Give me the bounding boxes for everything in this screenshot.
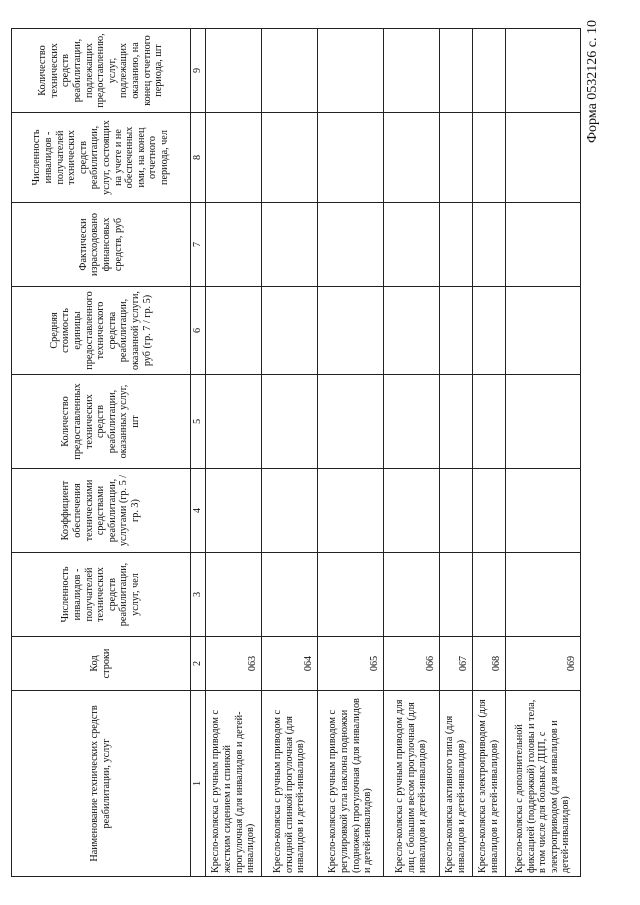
data-cell[interactable] bbox=[440, 553, 473, 637]
data-cell[interactable] bbox=[440, 203, 473, 287]
row-code: 066 bbox=[384, 637, 440, 691]
data-cell[interactable] bbox=[384, 469, 440, 553]
data-cell[interactable] bbox=[206, 287, 262, 375]
report-table bbox=[11, 28, 581, 877]
data-cell[interactable] bbox=[318, 469, 384, 553]
data-cell[interactable] bbox=[473, 29, 506, 113]
item-name: Кресло-коляска с ручным приводом с жестким сидением и спинкой прогулочная (для инвалидов и детей-инвалидов) bbox=[206, 691, 262, 877]
data-cell[interactable] bbox=[506, 553, 581, 637]
data-cell[interactable] bbox=[206, 469, 262, 553]
column-number: 7 bbox=[191, 203, 206, 287]
data-cell[interactable] bbox=[206, 553, 262, 637]
column-number: 1 bbox=[191, 691, 206, 877]
row-code: 068 bbox=[473, 637, 506, 691]
data-cell[interactable] bbox=[206, 113, 262, 203]
data-cell[interactable] bbox=[384, 29, 440, 113]
table-row bbox=[473, 29, 506, 877]
form-number: Форма 0532126 с. 10 bbox=[585, 20, 600, 144]
table-row bbox=[318, 29, 384, 877]
data-cell[interactable] bbox=[262, 203, 318, 287]
row-code: 064 bbox=[262, 637, 318, 691]
table-row bbox=[262, 29, 318, 877]
row-code: 063 bbox=[206, 637, 262, 691]
item-name: Кресло-коляска с ручным приводом с откидной спинкой прогулочная (для инвалидов и детей-инвалидов) bbox=[262, 691, 318, 877]
table-row bbox=[384, 29, 440, 877]
header-cell: Наименование технических средств реабилитации, услуг bbox=[12, 691, 191, 877]
data-cell[interactable] bbox=[506, 113, 581, 203]
data-cell[interactable] bbox=[473, 375, 506, 469]
data-cell[interactable] bbox=[384, 113, 440, 203]
column-number: 4 bbox=[191, 469, 206, 553]
header-cell: Коэффициент обеспечения техническими средствами реабилитации, услугами (гр. 5 / гр. 3) bbox=[12, 469, 191, 553]
header-cell: Количество технических средств реабилитации, подлежащих предоставлению, услуг, подлежащих оказанию, на конец отчетного периода, шт bbox=[12, 29, 191, 113]
data-cell[interactable] bbox=[384, 553, 440, 637]
row-code: 067 bbox=[440, 637, 473, 691]
data-cell[interactable] bbox=[318, 375, 384, 469]
data-cell[interactable] bbox=[262, 469, 318, 553]
item-name: Кресло-коляска с дополнительной фиксацией (поддержкой) головы и тела, в том числе для больных ДЦП, с электроприводом (для инвалидов и детей-инвалидов) bbox=[506, 691, 581, 877]
column-number: 2 bbox=[191, 637, 206, 691]
data-cell[interactable] bbox=[384, 375, 440, 469]
data-cell[interactable] bbox=[506, 375, 581, 469]
data-cell[interactable] bbox=[206, 203, 262, 287]
data-cell[interactable] bbox=[262, 287, 318, 375]
column-number: 3 bbox=[191, 553, 206, 637]
header-cell: Код строки bbox=[12, 637, 191, 691]
item-name: Кресло-коляска активного типа (для инвалидов и детей-инвалидов) bbox=[440, 691, 473, 877]
data-cell[interactable] bbox=[318, 113, 384, 203]
data-cell[interactable] bbox=[262, 29, 318, 113]
data-cell[interactable] bbox=[318, 29, 384, 113]
data-cell[interactable] bbox=[262, 113, 318, 203]
data-cell[interactable] bbox=[262, 375, 318, 469]
column-number: 5 bbox=[191, 375, 206, 469]
table-row bbox=[206, 29, 262, 877]
data-cell[interactable] bbox=[440, 287, 473, 375]
table-header-row bbox=[12, 29, 191, 877]
header-cell: Средняя стоимость единицы предоставленного технического средства реабилитации, оказанной услуги, руб (гр. 7 / гр. 5) bbox=[12, 287, 191, 375]
header-cell: Фактически израсходовано финансовых средств, руб bbox=[12, 203, 191, 287]
column-number: 8 bbox=[191, 113, 206, 203]
data-cell[interactable] bbox=[262, 553, 318, 637]
data-cell[interactable] bbox=[473, 203, 506, 287]
data-cell[interactable] bbox=[440, 375, 473, 469]
column-number: 6 bbox=[191, 287, 206, 375]
data-cell[interactable] bbox=[473, 553, 506, 637]
data-cell[interactable] bbox=[473, 287, 506, 375]
data-cell[interactable] bbox=[506, 29, 581, 113]
header-cell: Численность инвалидов - получателей технических средств реабилитации, услуг, чел bbox=[12, 553, 191, 637]
data-cell[interactable] bbox=[473, 113, 506, 203]
data-cell[interactable] bbox=[318, 287, 384, 375]
item-name: Кресло-коляска с электроприводом (для инвалидов и детей-инвалидов) bbox=[473, 691, 506, 877]
data-cell[interactable] bbox=[384, 203, 440, 287]
table-row bbox=[506, 29, 581, 877]
data-cell[interactable] bbox=[473, 469, 506, 553]
row-code: 065 bbox=[318, 637, 384, 691]
row-code: 069 bbox=[506, 637, 581, 691]
data-cell[interactable] bbox=[318, 203, 384, 287]
data-cell[interactable] bbox=[384, 287, 440, 375]
table-row bbox=[440, 29, 473, 877]
item-name: Кресло-коляска с ручным приводом с регулировкой угла наклона подножки (подножек) прогулочная (для инвалидов и детей-инвалидов) bbox=[318, 691, 384, 877]
data-cell[interactable] bbox=[506, 203, 581, 287]
data-cell[interactable] bbox=[440, 469, 473, 553]
data-cell[interactable] bbox=[440, 29, 473, 113]
column-number: 9 bbox=[191, 29, 206, 113]
data-cell[interactable] bbox=[506, 469, 581, 553]
item-name: Кресло-коляска с ручным приводом для лиц с большим весом прогулочная (для инвалидов и детей-инвалидов) bbox=[384, 691, 440, 877]
data-cell[interactable] bbox=[318, 553, 384, 637]
header-cell: Количество предоставленных технических средств реабилитации, оказанных услуг, шт bbox=[12, 375, 191, 469]
data-cell[interactable] bbox=[206, 375, 262, 469]
data-cell[interactable] bbox=[206, 29, 262, 113]
column-number-row bbox=[191, 29, 206, 877]
header-cell: Численность инвалидов - получателей технических средств реабилитации, услуг, состоящих на учете и не обеспеченных ими, на конец отчетного периода, чел bbox=[12, 113, 191, 203]
data-cell[interactable] bbox=[506, 287, 581, 375]
data-cell[interactable] bbox=[440, 113, 473, 203]
